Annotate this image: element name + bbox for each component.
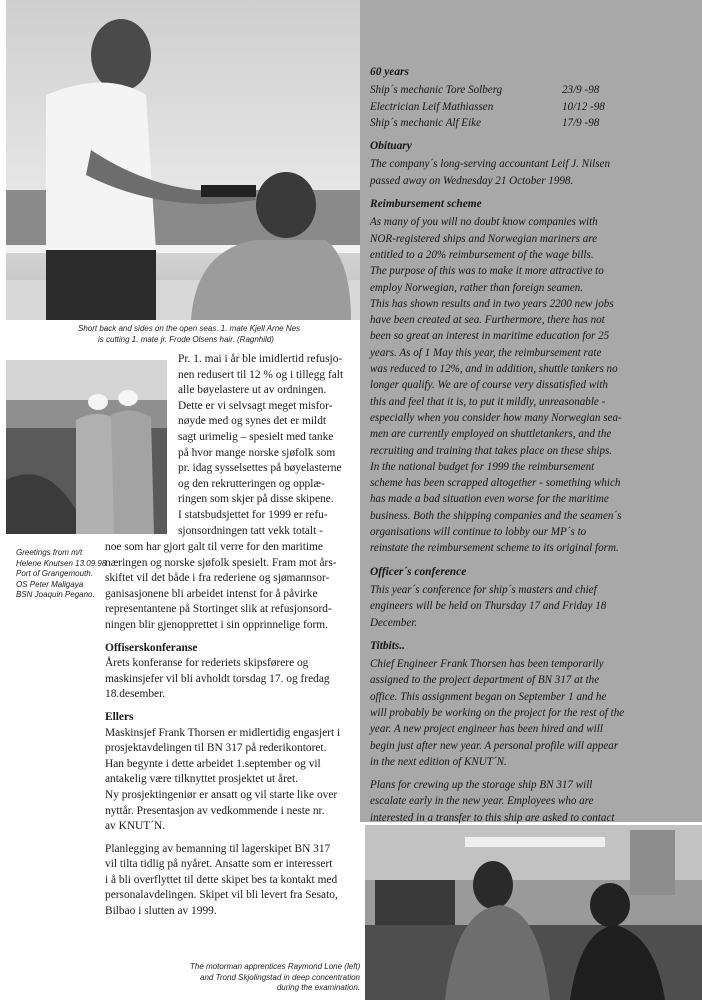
anniversary-row: [370, 82, 696, 98]
text-line: years. As of 1 May this year, the reimbursement rate: [370, 346, 602, 359]
text-line: vil tilta tidlig på nyåret. Ansatte som er interessert: [105, 858, 333, 871]
haircut-photo: [6, 0, 360, 320]
text-line: ningen blir gjenopprettet i sin opprinnelige form.: [105, 618, 329, 631]
text-line: was reduced to 12%, and in addition, shuttle tankers no: [370, 363, 618, 376]
text-line: have been created at sea. Furthermore, there has not: [370, 314, 605, 327]
text-line: ganisasjonene bli arbeidet intenst for å påvirke: [105, 587, 318, 600]
text-line: ringen som skjer på disse skipene.: [178, 493, 334, 506]
text-line: 18.desember.: [105, 688, 166, 701]
paragraph-gap: [370, 631, 696, 638]
anniversary-name: Ship´s mechanic Tore Solberg: [370, 84, 503, 97]
caption-line: OS Peter Maligaya: [16, 579, 84, 589]
text-line: NOR-registered ships and Norwegian mariners are: [370, 232, 598, 245]
text-line: interested in a transfer to this ship are asked to contact: [370, 811, 615, 824]
text-line: in the next edition of KNUT´N.: [370, 755, 507, 768]
reimbursement-heading: Reimbursement scheme: [370, 198, 482, 211]
anniversary-name: Electrician Leif Mathiassen: [370, 100, 494, 113]
text-line: employ Norwegian, rather than foreign seamen.: [370, 281, 584, 294]
text-line: engineers will be held on Thursday 17 and Friday 18: [370, 600, 607, 613]
text-line: Han begynte i dette arbeidet 1.september og vil: [105, 757, 321, 770]
anniversary-date: 17/9 -98: [562, 116, 600, 129]
norwegian-main-column: [105, 540, 359, 920]
text-line: I statsbudsjettet for 1999 er refu-: [178, 508, 328, 521]
text-line: Plans for crewing up the storage ship BN 317 will: [370, 779, 593, 792]
refusjon-article-narrow: [178, 352, 358, 539]
paragraph-gap: [370, 131, 696, 138]
text-line: has made a bad situation even worse for the maritime: [370, 493, 609, 506]
caption-line: Greetings from m/t: [16, 548, 83, 557]
apprentices-photo: [365, 825, 702, 1000]
text-line: pr. idag sysselsettes på bøyelasterne: [178, 462, 342, 475]
english-column: [370, 64, 696, 859]
text-line: Chief Engineer Frank Thorsen has been temporarily: [370, 658, 604, 671]
text-line: i å bli overflyttet til dette skipet bes ta kontakt med: [105, 873, 338, 886]
text-line: Dette er vi selvsagt meget misfor-: [178, 399, 333, 412]
text-line: av KNUT´N.: [105, 820, 166, 833]
text-line: nøyde med og synes det er mildt: [178, 415, 327, 428]
text-line: The company´s long-serving accountant Leif J. Nilsen: [370, 158, 611, 171]
caption-line: during the examination.: [276, 983, 360, 992]
text-line: Pr. 1. mai i år ble imidlertid refusjo-: [178, 353, 343, 365]
caption-line: Short back and sides on the open seas. 1. mate Kjell Arne Nes: [78, 324, 301, 333]
caption-line: BSN Joaquin Pegano.: [16, 590, 95, 599]
text-line: sjonsordningen tatt vekk totalt -: [178, 524, 323, 537]
officers-conference-heading: Officer´s conference: [370, 565, 467, 578]
text-line: longer qualify. We are of course very dissatisfied with: [370, 379, 608, 392]
offiserskonferanse-heading: Offiserskonferanse: [105, 641, 198, 654]
apprentices-caption: [190, 962, 360, 994]
text-line: entitled to a 20% reimbursement of the wage bills.: [370, 248, 594, 261]
paragraph-gap: [370, 770, 696, 777]
text-line: been so great an interest in maritime education for 25: [370, 330, 610, 343]
text-line: passed away on Wednesday 21 October 1998.: [370, 174, 574, 187]
text-line: business. Both the shipping companies and the seamen´s: [370, 509, 622, 522]
anniversary-row: [370, 99, 696, 115]
anniversary-row: [370, 115, 696, 131]
text-line: Maskinsjef Frank Thorsen er midlertidig engasjert i: [105, 726, 341, 739]
text-line: will probably be working on the project for the rest of the: [370, 706, 625, 719]
text-line: Bilbao i slutten av 1999.: [105, 905, 217, 918]
anniversary-name: Ship´s mechanic Alf Eike: [370, 116, 482, 129]
anniversary-date: 10/12 -98: [562, 100, 605, 113]
text-line: As many of you will no doubt know companies with: [370, 216, 598, 229]
text-line: recruiting and training that takes place on these ships.: [370, 444, 613, 457]
text-line: begin just after new year. A personal profile will appear: [370, 739, 619, 752]
text-line: Planlegging av bemanning til lagerskipet BN 317: [105, 842, 331, 855]
caption-line: Helene Knutsen 13.09.98: [16, 558, 107, 568]
paragraph-gap: [105, 835, 359, 842]
anniversary-date: 23/9 -98: [562, 84, 600, 97]
text-line: organisations will continue to lobby our MP´s to: [370, 526, 587, 539]
obituary-heading: Obituary: [370, 140, 412, 153]
text-line: noe som har gjort galt til verre for den maritime: [105, 541, 323, 553]
text-line: men are currently employed on shuttletankers, and the: [370, 428, 612, 441]
paragraph-gap: [370, 557, 696, 564]
text-line: og den rekrutteringen og opplæ-: [178, 477, 325, 490]
text-line: sagt urimelig – spesielt med tanke: [178, 430, 334, 443]
caption-line: The motorman apprentices Raymond Lone (left): [190, 962, 361, 971]
titbits-heading: Titbits..: [370, 639, 406, 652]
text-line: this and feel that it is, to put it mildly, unreasonable -: [370, 395, 606, 408]
text-line: alle bøyelastere ut av ordningen.: [178, 384, 327, 397]
text-line: maskinsjefer vil bli avholdt torsdag 17. og fredag: [105, 672, 330, 685]
text-line: antakelig være tilknyttet prosjektet ut året.: [105, 773, 298, 786]
text-line: skiftet vil det både i fra rederiene og sjømannsor-: [105, 572, 330, 585]
text-line: på hvor mange norske sjøfolk som: [178, 446, 336, 459]
text-line: representantene på Stortinget slik at refusjonsord-: [105, 603, 332, 616]
text-line: This has shown results and in two years 2200 new jobs: [370, 297, 614, 310]
text-line: nen redusert til 12 % og i tillegg falt: [178, 368, 344, 381]
text-line: This year´s conference for ship´s masters and chief: [370, 583, 597, 596]
text-line: The purpose of this was to make it more attractive to: [370, 265, 604, 278]
ellers-heading: Ellers: [105, 710, 134, 723]
caption-line: is cutting 1. mate jr. Frode Olsens hair. (Ragnhild): [98, 334, 274, 344]
text-line: scheme has been scrapped altogether - something which: [370, 477, 621, 490]
paragraph-gap: [370, 189, 696, 196]
text-line: nyttår. Presentasjon av vedkommende i neste nr.: [105, 804, 325, 817]
text-line: December.: [370, 616, 418, 629]
text-line: especially when you consider how many Norwegian sea-: [370, 411, 622, 424]
text-line: year. A new project engineer has been hired and will: [370, 723, 603, 736]
text-line: In the national budget for 1999 the reimbursement: [370, 460, 595, 473]
caption-line: Port of Grangemouth.: [16, 569, 93, 578]
text-line: personalavdelingen. Skipet vil bli levert fra Sesato,: [105, 889, 338, 902]
caption-line: and Trond Skjolingstad in deep concentration: [200, 972, 360, 982]
text-line: Årets konferanse for rederiets skipsførere og: [105, 657, 309, 670]
text-line: prosjektavdelingen til BN 317 på rederikontoret.: [105, 742, 327, 755]
text-line: reinstate the reimbursement scheme to its original form.: [370, 542, 619, 555]
sixty-years-heading: 60 years: [370, 66, 409, 78]
text-line: Ny prosjektingeniør er ansatt og vil starte like over: [105, 788, 338, 801]
text-line: næringen og norske sjøfolk spesielt. Fram mot års-: [105, 556, 337, 569]
text-line: assigned to the project department of BN 317 at the: [370, 674, 600, 687]
crew-greeting-photo: [6, 360, 167, 534]
haircut-caption: [78, 324, 358, 345]
text-line: escalate early in the new year. Employees who are: [370, 795, 594, 808]
text-line: office. This assignment began on September 1 and he: [370, 690, 607, 703]
